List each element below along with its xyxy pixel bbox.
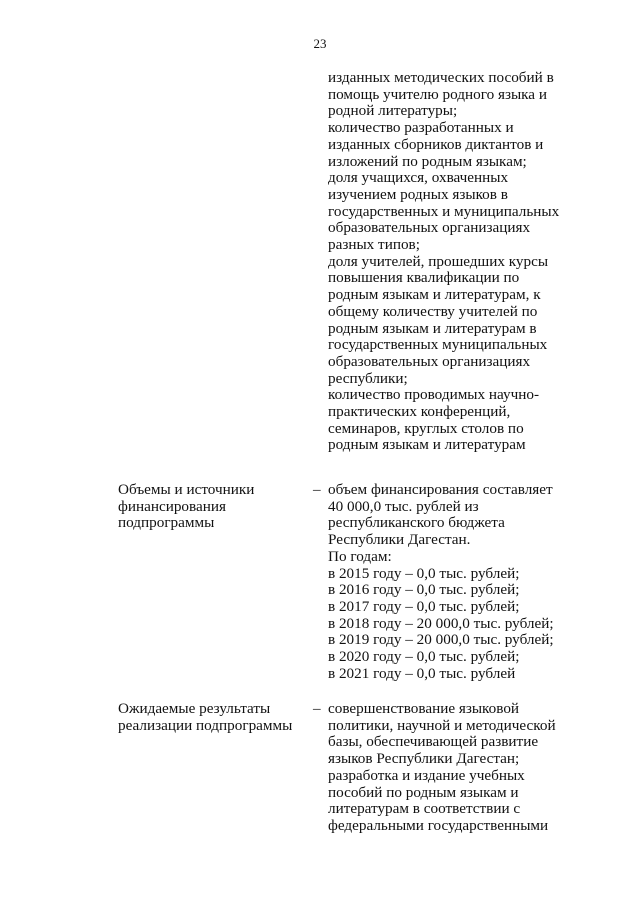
value-line: политики, научной и методической — [328, 716, 556, 734]
value-line: базы, обеспечивающей развитие — [328, 733, 539, 751]
text-line: практических конференций, — [328, 403, 511, 421]
financing-value — [328, 482, 554, 682]
financing-dash: – — [313, 481, 321, 498]
value-line: По годам: — [328, 547, 392, 565]
value-line: республиканского бюджета — [328, 514, 505, 532]
value-line: в 2021 году – 0,0 тыс. рублей — [328, 664, 516, 682]
text-line: образовательных организациях — [328, 219, 531, 237]
text-line: изучением родных языков в — [328, 185, 508, 203]
text-line: родным языкам и литературам в — [328, 319, 537, 337]
results-label — [118, 701, 292, 734]
text-line: изданных сборников диктантов и — [328, 135, 544, 153]
text-line: государственных и муниципальных — [328, 202, 560, 220]
text-line: количество проводимых научно- — [328, 386, 540, 404]
text-line: доля учителей, прошедших курсы — [328, 252, 549, 270]
value-line: литературам в соответствии с — [328, 800, 521, 818]
label-line: реализации подпрограммы — [118, 716, 293, 734]
value-line: Республики Дагестан. — [328, 531, 471, 549]
text-line: образовательных организациях — [328, 352, 531, 370]
text-line: изданных методических пособий в — [328, 69, 554, 86]
text-line: общему количеству учителей по — [328, 302, 538, 320]
value-line: объем финансирования составляет — [328, 481, 553, 498]
value-line: в 2016 году – 0,0 тыс. рублей; — [328, 581, 520, 599]
value-line: в 2019 году – 20 000,0 тыс. рублей; — [328, 631, 554, 649]
text-line: родной литературы; — [328, 102, 458, 120]
value-line: совершенствование языковой — [328, 700, 520, 717]
text-line: государственных муниципальных — [328, 336, 548, 354]
value-line: в 2020 году – 0,0 тыс. рублей; — [328, 648, 520, 666]
value-line: 40 000,0 тыс. рублей из — [328, 497, 479, 515]
label-line: Ожидаемые результаты — [118, 700, 271, 717]
value-line: в 2018 году – 20 000,0 тыс. рублей; — [328, 614, 554, 632]
value-line: в 2015 году – 0,0 тыс. рублей; — [328, 564, 520, 582]
text-line: семинаров, круглых столов по — [328, 419, 524, 437]
label-line: Объемы и источники — [118, 481, 255, 498]
value-line: языков Республики Дагестан; — [328, 750, 520, 768]
continuation-text — [328, 70, 559, 454]
results-value — [328, 701, 556, 835]
page-number: 23 — [313, 36, 327, 51]
label-line: подпрограммы — [118, 514, 215, 532]
text-line: разных типов; — [328, 236, 420, 254]
value-line: разработка и издание учебных — [328, 766, 525, 784]
value-line: в 2017 году – 0,0 тыс. рублей; — [328, 597, 520, 615]
results-dash: – — [313, 700, 321, 717]
value-line: федеральными государственными — [328, 816, 549, 834]
text-line: родным языкам и литературам — [328, 436, 526, 454]
text-line: изложений по родным языкам; — [328, 152, 527, 170]
text-line: республики; — [328, 369, 408, 387]
label-line: финансирования — [118, 497, 226, 515]
value-line: пособий по родным языкам и — [328, 783, 519, 801]
text-line: родным языкам и литературам, к — [328, 286, 541, 304]
text-line: количество разработанных и — [328, 119, 514, 137]
text-line: помощь учителю родного языка и — [328, 85, 547, 103]
text-line: повышения квалификации по — [328, 269, 520, 287]
text-line: доля учащихся, охваченных — [328, 169, 509, 187]
financing-label — [118, 482, 254, 532]
